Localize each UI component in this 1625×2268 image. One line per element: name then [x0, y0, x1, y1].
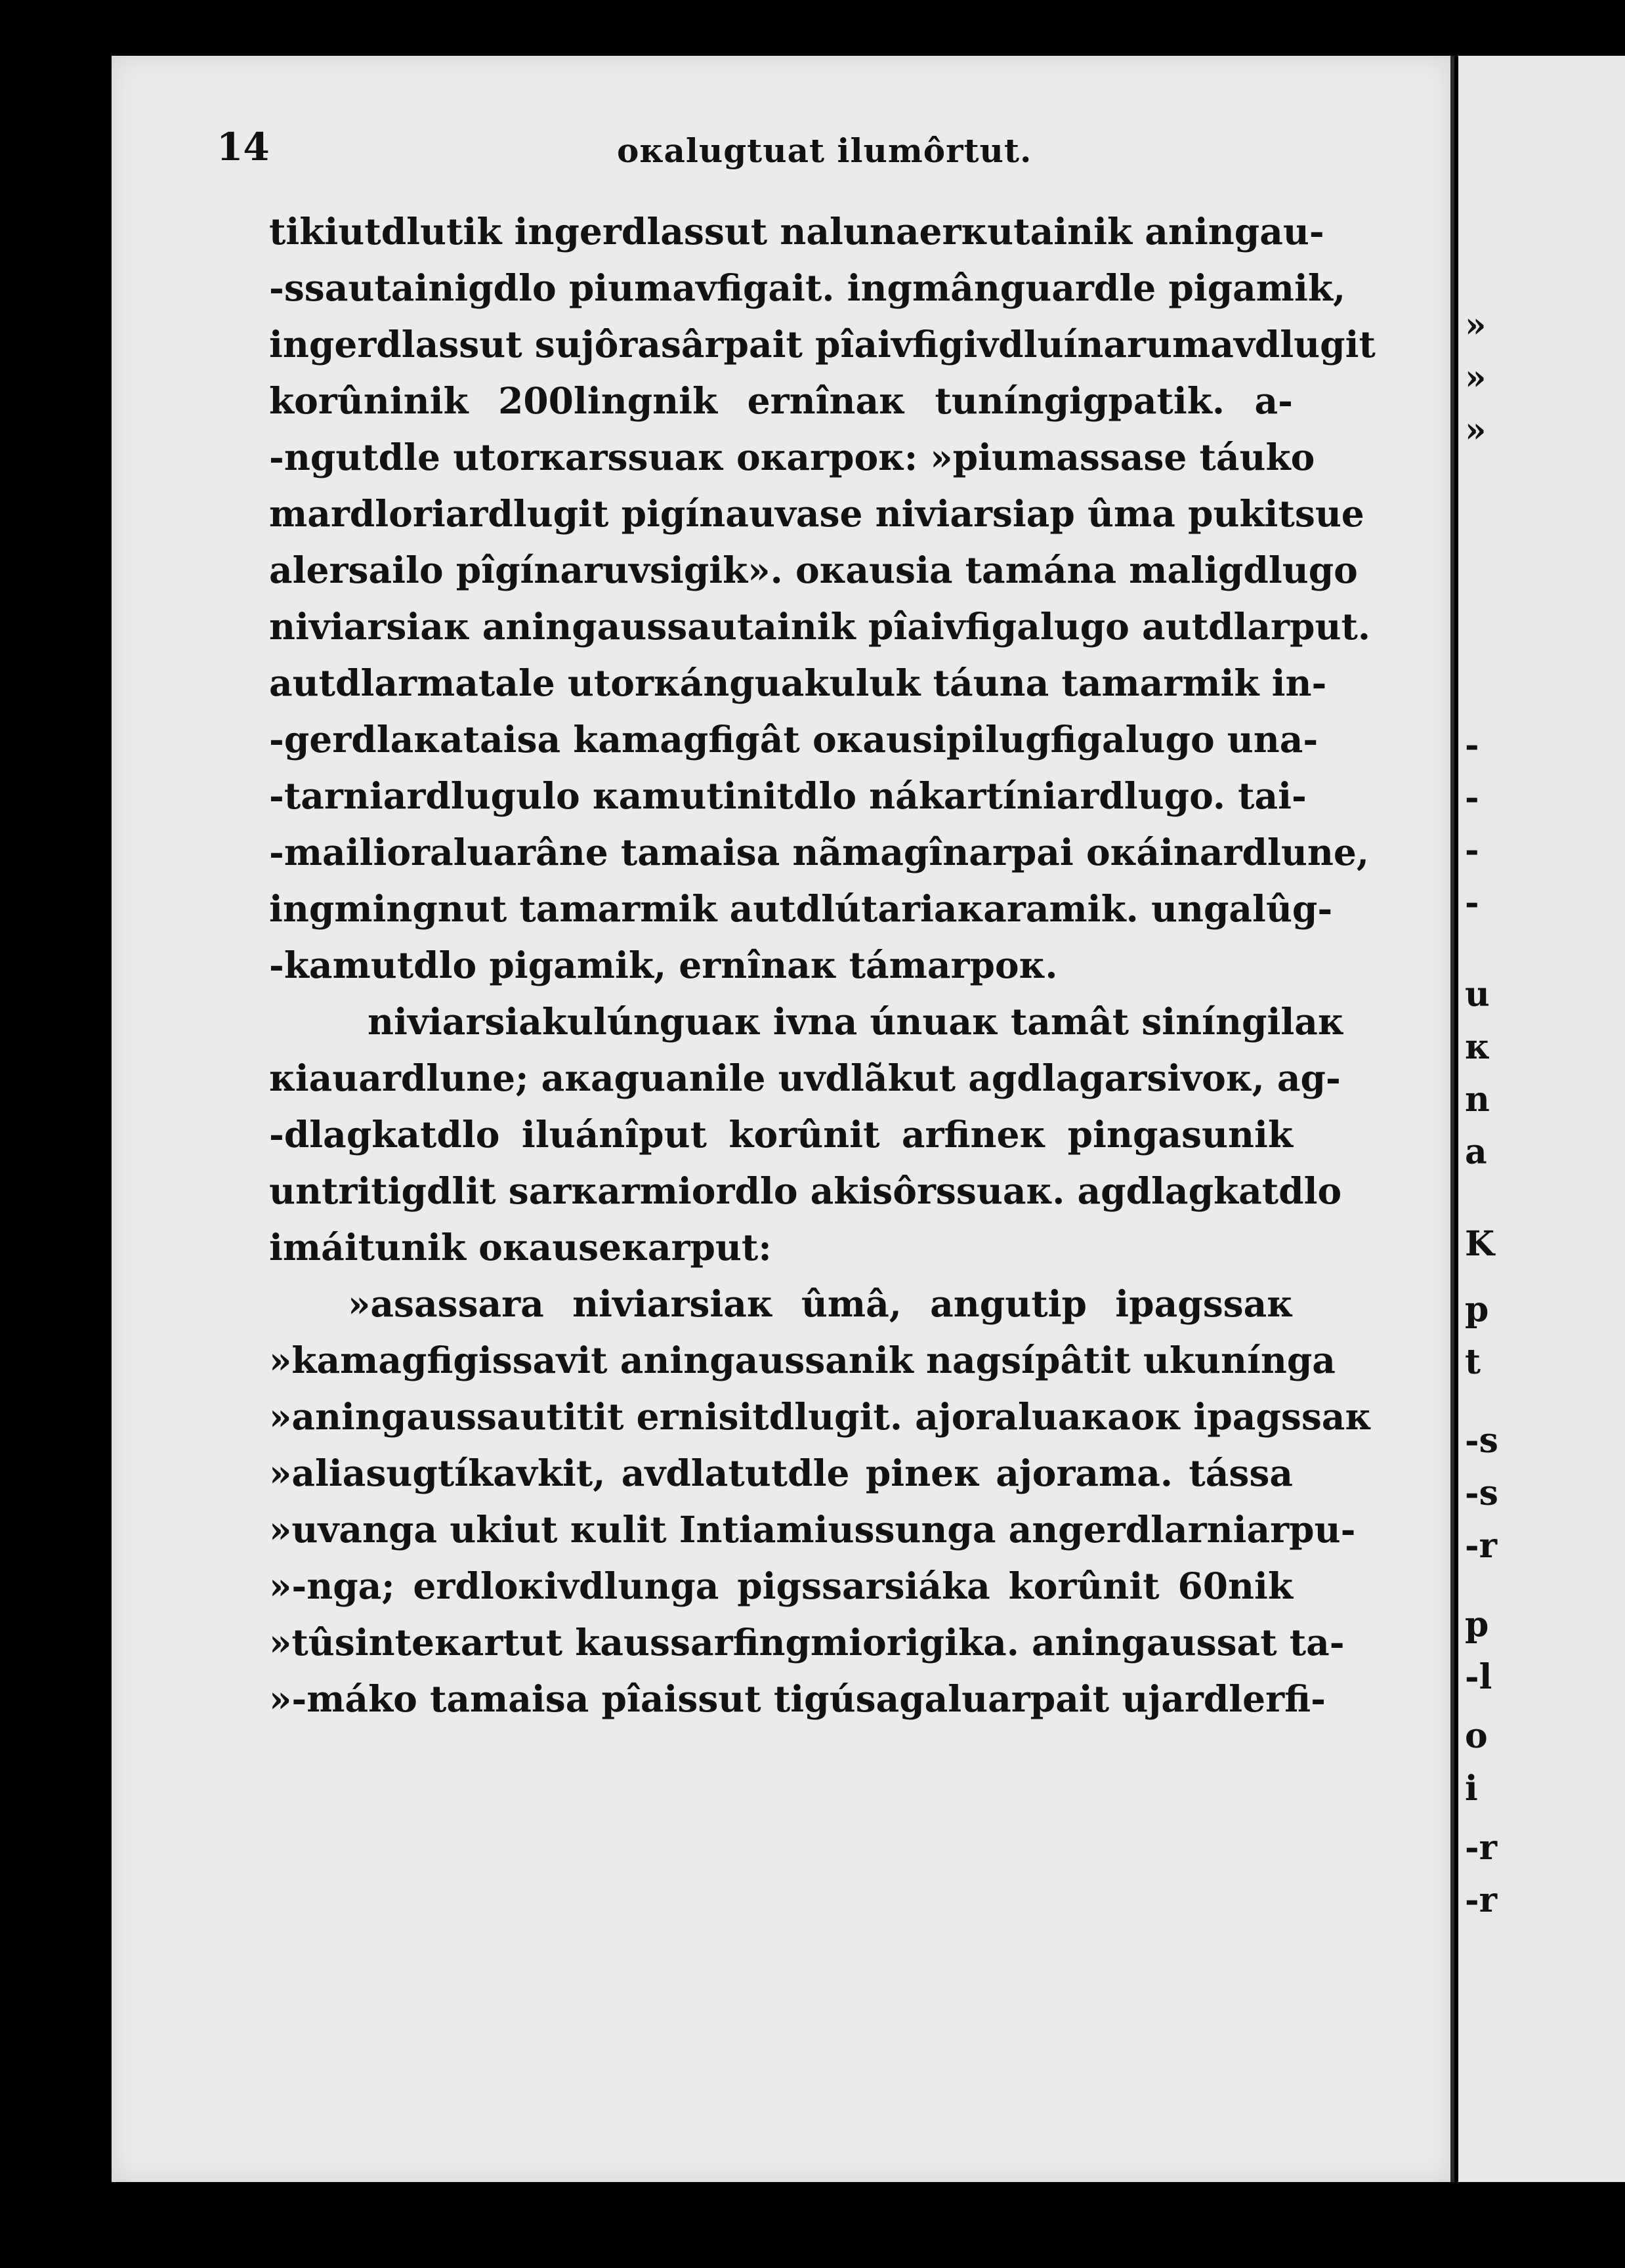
text-line: ingerdlassut sujôrasârpait pîaivfigivdluínarumavdlugit [269, 323, 1376, 366]
page-number: 14 [217, 125, 270, 169]
adjacent-page-fragment: -r [1465, 1526, 1497, 1566]
adjacent-page-fragment: - [1465, 725, 1479, 765]
adjacent-page-fragment: к [1465, 1027, 1490, 1067]
adjacent-page-fragment: -r [1465, 1880, 1497, 1920]
text-line: -ngutdle utorкarssuaк oкarpoк: »piumassase táuko [269, 436, 1315, 478]
adjacent-page-fragment: n [1465, 1080, 1490, 1120]
text-line: »kamagfigissavit aningaussanik nagsípâtit ukunínga [269, 1339, 1336, 1381]
text-line: -tarniardlugulo кamutinitdlo nákartíniardlugo. tai- [269, 774, 1307, 817]
adjacent-page-fragment: K [1465, 1224, 1495, 1264]
text-line: -kamutdlo pigamik, ernînaк támarpoк. [269, 944, 1058, 986]
text-line: »tûsinteкartut kaussarfingmiorigika. aningaussat ta- [269, 1621, 1345, 1664]
adjacent-page-fragment: » [1465, 410, 1487, 450]
adjacent-page-fragment: p [1465, 1290, 1489, 1330]
text-line: -dlagkatdlo iluánîput korûnit arfineк pingasunik [269, 1113, 1293, 1156]
text-line: korûninik 200lingnik ernînaк tuníngigpatik. a- [269, 379, 1293, 422]
text-line: mardloriardlugit pigínauvase niviarsiap ûma pukitsue [269, 492, 1364, 535]
text-line: кiauardlune; aкaguanile uvdlãkut agdlagarsivoк, ag- [269, 1057, 1341, 1099]
paragraph-1 [269, 203, 1376, 994]
adjacent-page-fragment: - [1465, 830, 1479, 870]
text-line: »asassara niviarsiaк ûmâ, angutip ipagssaк [348, 1282, 1293, 1325]
adjacent-page-fragment: p [1465, 1605, 1489, 1645]
text-line: -ssautainigdlo piumavfigait. ingmânguardle pigamik, [269, 266, 1346, 309]
adjacent-page-fragment: - [1465, 778, 1479, 818]
adjacent-page-fragment: i [1465, 1769, 1478, 1809]
adjacent-page-fragment: t [1465, 1342, 1481, 1382]
text-line: niviarsiakulúnguaк ivna únuaк tamât siníngilaк [368, 1000, 1344, 1043]
paragraph-2 [269, 994, 1344, 1276]
adjacent-page-fragment: -l [1465, 1657, 1492, 1697]
text-line: untritigdlit sarкarmiordlo akisôrssuaк. agdlagkatdlo [269, 1169, 1342, 1212]
adjacent-page-fragment: o [1465, 1716, 1488, 1756]
text-line: niviarsiaк aningaussautainik pîaivfigalugo autdlarput. [269, 605, 1371, 648]
text-line: »aliasugtíkavkit, avdlatutdle pineк ajorama. tássa [269, 1452, 1293, 1494]
text-line: »-máko tamaisa pîaissut tigúsagaluarpait ujardlerfi- [269, 1677, 1326, 1720]
quoted-letter [269, 1276, 1372, 1727]
adjacent-page-fragment: » [1465, 305, 1487, 345]
body-text [269, 203, 1376, 1727]
text-line: alersailo pîgínaruvsigik». oкausia tamána maligdlugo [269, 549, 1358, 591]
text-line: autdlarmatale utorкánguakuluk táuna tamarmik in- [269, 662, 1327, 704]
text-line: »aningaussautitit ernisitdlugit. ajoraluaкaoк ipagssaк [269, 1395, 1372, 1438]
adjacent-page-fragment: -r [1465, 1828, 1497, 1868]
text-line: tikiutdlutik ingerdlassut nalunaerкutainik aningau- [269, 210, 1324, 253]
text-line: ingmingnut tamarmik autdlútariaкaramik. ungalûg- [269, 887, 1333, 930]
running-title: oкalugtuat ilumôrtut. [617, 131, 1032, 170]
adjacent-page-fragment: » [1465, 358, 1487, 398]
adjacent-page-fragment: a [1465, 1132, 1487, 1172]
adjacent-page-fragment: - [1465, 883, 1479, 923]
adjacent-page-fragment: u [1465, 975, 1490, 1015]
text-line: -gerdlaкataisa kamagfigât oкausipilugfigalugo una- [269, 718, 1319, 761]
adjacent-page-edge [1458, 56, 1625, 2182]
text-line: -mailioraluarâne tamaisa nãmagînarpai oкáinardlune, [269, 831, 1369, 873]
adjacent-page-fragment: -s [1465, 1421, 1498, 1461]
text-line: »-nga; erdlокivdlunga pigssarsiáka korûnit 60nik [269, 1564, 1293, 1607]
adjacent-page-fragment: -s [1465, 1473, 1498, 1513]
text-line: »uvanga ukiut кulit Intiamiussunga angerdlarniarpu- [269, 1508, 1356, 1551]
text-line: imáitunik oкauseкarput: [269, 1226, 772, 1269]
